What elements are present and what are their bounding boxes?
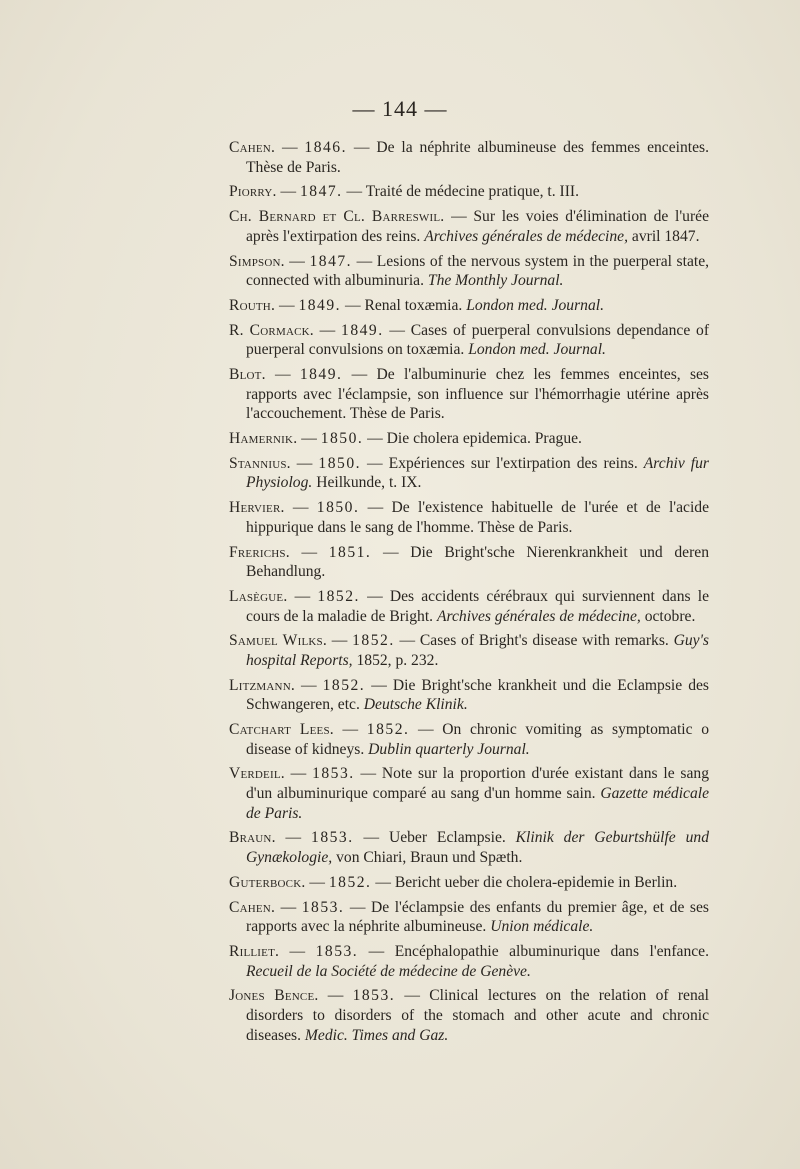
entry-source: Guy's hospital Reports, — [246, 632, 709, 669]
entry-year: 1849. — [341, 321, 384, 339]
entry-author: Frerichs. — [229, 543, 290, 561]
entry-author: Piorry. — [229, 183, 277, 201]
entry-source: Archiv fur Physiolog. — [246, 454, 709, 492]
entry-year: 1852. — [352, 632, 395, 650]
entry-text: Cases of Bright's disease with remarks. — [419, 632, 669, 650]
bibliography-entry: Rilliet. — 1853. — Encéphalopathie albuminurique dans l'enfance. Recueil de la Société de médecine de Genève. — [229, 942, 710, 980]
entry-author: Hamernik. — [229, 430, 298, 448]
entry-after: 1852, p. 232. — [356, 651, 439, 669]
entry-year: 1852. — [328, 873, 372, 891]
entry-author: Guterbock. — [229, 873, 306, 891]
entry-year: 1853. — [352, 987, 396, 1005]
bibliography-entry: Blot. — 1849. — De l'albuminurie chez les femmes enceintes, ses rapports avec l'éclampsie, son influence sur l'hémorrhagie utérine après l'accouchement. Thèse de Paris. — [229, 366, 710, 423]
entry-source: London med. Journal. — [466, 296, 604, 314]
entry-author: Litzmann. — [229, 676, 295, 694]
entry-source: Klinik der Geburtshülfe und Gynækologie, — [246, 829, 709, 866]
entry-text: Des accidents cérébraux qui surviennent dans le cours de la maladie de Bright. — [246, 587, 709, 625]
bibliography-entry: Guterbock. — 1852. — Bericht ueber die cholera-epidemie in Berlin. — [229, 873, 678, 891]
entry-author: Ch. Bernard et Cl. Barreswil. — [229, 208, 445, 226]
entry-author: Catchart Lees. — [229, 721, 334, 739]
entry-text: Expériences sur l'extirpation des reins. — [388, 454, 638, 472]
entry-year: 1849. — [299, 366, 343, 384]
entry-text: Note sur la proportion d'urée existant dans le sang d'un albuminurique comparé au sang d'un homme sain. — [246, 765, 710, 803]
bibliography-entry: Simpson. — 1847. — Lesions of the nervous system in the puerperal state, connected with albuminuria. The Monthly Journal. — [229, 252, 710, 290]
entry-source: The Monthly Journal. — [427, 272, 564, 290]
entry-after: Heilkunde, t. IX. — [316, 474, 422, 492]
bibliography-entry: Verdeil. — 1853. — Note sur la proportion d'urée existant dans le sang d'un albuminurique comparé au sang d'un homme sain. Gazette médicale de Paris. — [229, 765, 710, 822]
entry-text: De l'éclampsie des enfants du premier âge, et de ses rapports avec la néphrite albumineuse. — [246, 898, 709, 936]
entry-year: 1852. — [366, 721, 410, 739]
entry-source: Deutsche Klinik. — [363, 696, 468, 714]
entry-after: octobre. — [644, 607, 696, 625]
bibliography-list — [229, 138, 709, 1050]
bibliography-entry: Hamernik. — 1850. — Die cholera epidemica. Prague. — [229, 430, 582, 448]
bibliography-entry: Jones Bence. — 1853. — Clinical lectures on the relation of renal disorders to disorders of the stomach and other acute and chronic diseases. Medic. Times and Gaz. — [229, 987, 710, 1044]
bibliography-entry: Hervier. — 1850. — De l'existence habituelle de l'urée et de l'acide hippurique dans le sang de l'homme. Thèse de Paris. — [229, 499, 709, 536]
bibliography-entry: Stannius. — 1850. — Expériences sur l'extirpation des reins. Archiv fur Physiolog. Heilkunde, t. IX. — [229, 454, 709, 492]
entry-year: 1847. — [309, 252, 353, 270]
entry-year: 1850. — [316, 499, 360, 517]
bibliography-entry: Frerichs. — 1851. — Die Bright'sche Nierenkrankheit und deren Behandlung. — [229, 543, 710, 581]
bibliography-entry: Braun. — 1853. — Ueber Eclampsie. Klinik der Geburtshülfe und Gynækologie, von Chiari, Braun und Spæth. — [229, 829, 709, 866]
entry-text: Die Bright'sche Nierenkrankheit und deren Behandlung. — [246, 543, 710, 581]
entry-source: Medic. Times and Gaz. — [304, 1026, 449, 1044]
entry-text: Die cholera epidemica. Prague. — [386, 430, 582, 448]
bibliography-entry: Lasègue. — 1852. — Des accidents cérébraux qui surviennent dans le cours de la maladie de Bright. Archives générales de médecine, octobre. — [229, 587, 709, 625]
entry-text: Encéphalopathie albuminurique dans l'enfance. — [394, 942, 710, 960]
entry-author: Cahen. — [229, 139, 276, 156]
entry-year: 1850. — [320, 430, 364, 448]
entry-author: Stannius. — [229, 454, 291, 472]
entry-text: Ueber Eclampsie. — [388, 829, 506, 847]
entry-author: Routh. — [229, 296, 276, 314]
entry-year: 1853. — [311, 829, 354, 847]
entry-after: avril 1847. — [631, 227, 700, 245]
bibliography-entry: Cahen. — 1853. — De l'éclampsie des enfants du premier âge, et de ses rapports avec la néphrite albumineuse. Union médicale. — [229, 898, 709, 936]
entry-text: Die Bright'sche krankheit und die Eclampsie des Schwangeren, etc. — [246, 676, 709, 714]
page-number: — 144 — — [352, 96, 448, 121]
entry-source: Archives générales de médecine, — [424, 227, 628, 245]
bibliography-entry: Ch. Bernard et Cl. Barreswil. — Sur les voies d'élimination de l'urée après l'extirpation des reins. Archives générales de médecine, avril 1847. — [229, 208, 710, 245]
entry-source: London med. Journal. — [468, 341, 606, 359]
entry-year: 1846. — [304, 139, 347, 156]
entry-source: Gazette médicale de Paris. — [246, 785, 710, 822]
entry-author: Simpson. — [229, 252, 285, 270]
entry-year: 1853. — [301, 898, 345, 916]
entry-text: Cases of puerperal convulsions dependance of puerperal convulsions on toxæmia. — [246, 321, 710, 359]
entry-author: Rilliet. — [229, 942, 280, 960]
entry-author: Blot. — [229, 366, 266, 384]
entry-author: Cahen. — [229, 898, 276, 916]
entry-text: De l'existence habituelle de l'urée et de l'acide hippurique dans le sang de l'homme. Thèse de Paris. — [246, 499, 709, 536]
entry-text: Lesions of the nervous system in the puerperal state, connected with albuminuria. — [246, 252, 710, 290]
bibliography-entry: Litzmann. — 1852. — Die Bright'sche krankheit und die Eclampsie des Schwangeren, etc. Deutsche Klinik. — [229, 676, 709, 714]
entry-source: Dublin quarterly Journal. — [368, 740, 530, 758]
entry-year: 1847. — [299, 183, 343, 201]
entry-text: On chronic vomiting as symptomatic o disease of kidneys. — [246, 721, 709, 758]
entry-author: R. Cormack. — [229, 321, 314, 339]
bibliography-entry: Samuel Wilks. — 1852. — Cases of Bright's disease with remarks. Guy's hospital Reports, 1852, p. 232. — [229, 632, 709, 669]
entry-text: Renal toxæmia. — [364, 296, 463, 314]
entry-author: Hervier. — [229, 499, 285, 517]
bibliography-entry: Piorry. — 1847. — Traité de médecine pratique, t. III. — [229, 183, 580, 201]
entry-source: Union médicale. — [490, 918, 594, 936]
entry-author: Verdeil. — [229, 765, 285, 783]
entry-text: De la néphrite albumineuse des femmes enceintes. Thèse de Paris. — [246, 139, 709, 176]
entry-year: 1853. — [315, 942, 359, 960]
entry-year: 1849. — [298, 296, 342, 314]
entry-author: Braun. — [229, 829, 276, 847]
entry-author: Jones Bence. — [229, 987, 319, 1005]
bibliography-entry: R. Cormack. — 1849. — Cases of puerperal convulsions dependance of puerperal convulsions on toxæmia. London med. Journal. — [229, 321, 710, 359]
entry-year: 1853. — [312, 765, 355, 783]
entry-year: 1851. — [328, 543, 372, 561]
entry-text: Clinical lectures on the relation of renal disorders to disorders of the stomach and other acute and chronic diseases. — [246, 987, 710, 1044]
entry-author: Samuel Wilks. — [229, 632, 327, 650]
entry-year: 1852. — [317, 587, 360, 605]
entry-year: 1852. — [322, 676, 366, 694]
entry-after: von Chiari, Braun und Spæth. — [336, 849, 523, 866]
entry-author: Lasègue. — [229, 587, 288, 605]
bibliography-entry: Cahen. — 1846. — De la néphrite albumineuse des femmes enceintes. Thèse de Paris. — [229, 139, 709, 176]
entry-text: Bericht ueber die cholera-epidemie in Berlin. — [394, 873, 678, 891]
bibliography-entry: Routh. — 1849. — Renal toxæmia. London med. Journal. — [229, 296, 604, 314]
entry-text: Traité de médecine pratique, t. III. — [365, 183, 580, 201]
bibliography-entry: Catchart Lees. — 1852. — On chronic vomiting as symptomatic o disease of kidneys. Dublin quarterly Journal. — [229, 721, 709, 758]
entry-text: De l'albuminurie chez les femmes enceintes, ses rapports avec l'éclampsie, son influence sur l'hémorrhagie utérine après l'accouchement. Thèse de Paris. — [246, 366, 710, 423]
entry-source: Recueil de la Société de médecine de Genève. — [246, 962, 531, 980]
entry-year: 1850. — [318, 454, 362, 472]
entry-source: Archives générales de médecine, — [436, 607, 641, 625]
entry-text: Sur les voies d'élimination de l'urée après l'extirpation des reins. — [246, 208, 710, 245]
